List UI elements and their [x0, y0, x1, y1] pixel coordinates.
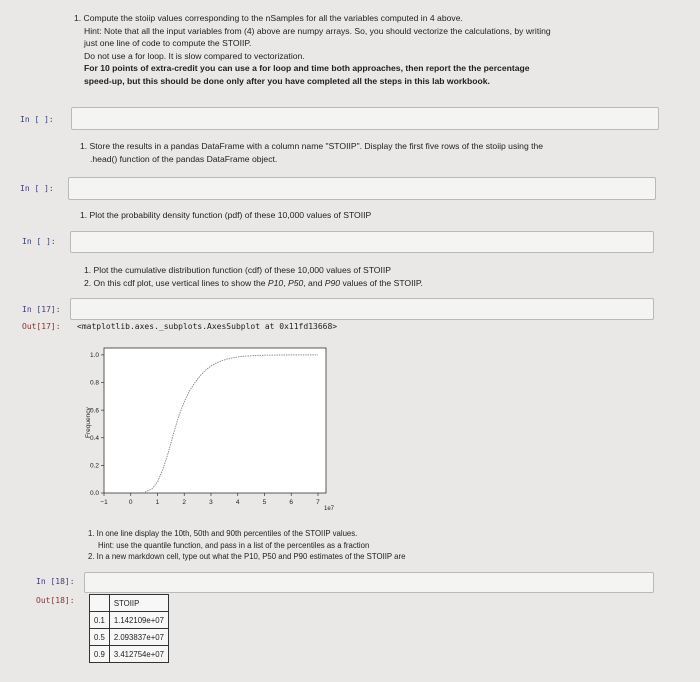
md-text: ,	[283, 277, 288, 288]
output-text: <matplotlib.axes._subplots.AxesSubplot at 0x11fd13668>	[77, 322, 338, 331]
md-line: 1. Compute the stoiip values corresponding to the nSamples for all the variables computed in 4 above.	[74, 13, 463, 23]
md-text: , and	[303, 277, 325, 288]
code-cell-input[interactable]	[71, 107, 659, 130]
code-cell-input[interactable]	[70, 298, 654, 320]
y-tick-label: 0.6	[89, 407, 99, 415]
md-line: just one line of code to compute the STOIIP.	[84, 38, 252, 49]
md-line: For 10 points of extra-credit you can use a for loop and time both approaches, then report the the percentage	[84, 63, 530, 74]
md-text: values of the STOIIP.	[340, 277, 423, 288]
markdown-cell-instructions	[74, 12, 674, 88]
markdown-cell-percentiles	[88, 528, 648, 563]
y-axis-label: Frequency	[85, 407, 92, 438]
x-tick-label: 0	[128, 499, 133, 506]
md-line: Hint: use the quantile function, and pass in a list of the percentiles as a fraction	[98, 540, 370, 550]
index-header-cell	[90, 595, 110, 612]
row-index: 0.1	[90, 612, 110, 629]
output-prompt: Out[17]:	[22, 322, 61, 331]
x-tick-label: 2	[182, 499, 187, 506]
md-line: Hint: Note that all the input variables from (4) above are numpy arrays. So, you should vectorize the calculations, by writing	[84, 25, 551, 36]
y-tick-label: 0.8	[89, 379, 99, 387]
x-offset-label: 1e7	[324, 506, 335, 512]
row-index: 0.9	[90, 646, 110, 663]
x-tick-label: 6	[289, 499, 294, 506]
md-line: speed-up, but this should be done only after you have completed all the steps in this lab workbook.	[84, 75, 490, 86]
table-header-row	[90, 595, 169, 612]
p90-label: P90	[324, 277, 341, 288]
y-tick-label: 1.0	[89, 352, 99, 360]
row-index: 0.5	[90, 629, 110, 646]
row-value: 1.142109e+07	[109, 612, 168, 629]
percentile-dataframe	[89, 594, 169, 663]
md-line: 1. Plot the probability density function (pdf) of these 10,000 values of STOIIP	[80, 210, 372, 220]
code-cell-input[interactable]	[68, 177, 656, 200]
x-tick-label: 4	[235, 499, 240, 506]
md-line: 1. Store the results in a pandas DataFrame with a column name "STOIIP". Display the first five rows of the stoiip using the	[80, 141, 544, 151]
plot-area	[104, 348, 326, 493]
input-prompt: In [17]:	[22, 305, 61, 314]
md-line: Do not use a for loop. It is slow compared to vectorization.	[84, 50, 305, 61]
y-tick-label: 0.2	[89, 462, 99, 470]
x-tick-label: 5	[262, 499, 267, 506]
y-tick-label: 0.4	[89, 434, 99, 442]
p50-label: P50	[287, 277, 304, 288]
input-prompt: In [ ]:	[20, 115, 54, 124]
column-header: STOIIP	[109, 595, 168, 612]
md-line: .head() function of the pandas DataFrame object.	[90, 153, 278, 164]
row-value: 2.093837e+07	[109, 629, 168, 646]
input-prompt: In [ ]:	[20, 184, 54, 193]
md-line: 2. In a new markdown cell, type out what the P10, P50 and P90 estimates of the STOIIP are	[88, 552, 406, 561]
md-line: 1. In one line display the 10th, 50th and 90th percentiles of the STOIIP values.	[88, 529, 358, 538]
input-prompt: In [ ]:	[22, 237, 56, 246]
markdown-cell-dataframe	[80, 140, 660, 165]
md-line: 1. Plot the cumulative distribution function (cdf) of these 10,000 values of STOIIP	[84, 265, 391, 275]
cdf-chart	[80, 338, 340, 518]
markdown-cell-cdf	[84, 264, 664, 289]
row-value: 3.412754e+07	[109, 646, 168, 663]
x-tick-label: 3	[209, 499, 213, 506]
output-prompt: Out[18]:	[36, 596, 75, 605]
x-tick-label: −1	[100, 499, 108, 506]
code-cell-input[interactable]	[70, 231, 654, 253]
x-tick-label: 1	[155, 499, 160, 506]
input-prompt: In [18]:	[36, 577, 75, 586]
code-cell-input[interactable]	[84, 572, 654, 593]
md-line	[84, 277, 664, 290]
md-text: 2. On this cdf plot, use vertical lines to show the	[84, 277, 268, 288]
table-row	[90, 646, 169, 663]
p10-label: P10	[267, 277, 284, 288]
table-row	[90, 612, 169, 629]
table-row	[90, 629, 169, 646]
markdown-cell-pdf	[80, 209, 660, 222]
y-tick-label: 0.0	[89, 490, 99, 498]
x-tick-label: 7	[316, 499, 320, 506]
